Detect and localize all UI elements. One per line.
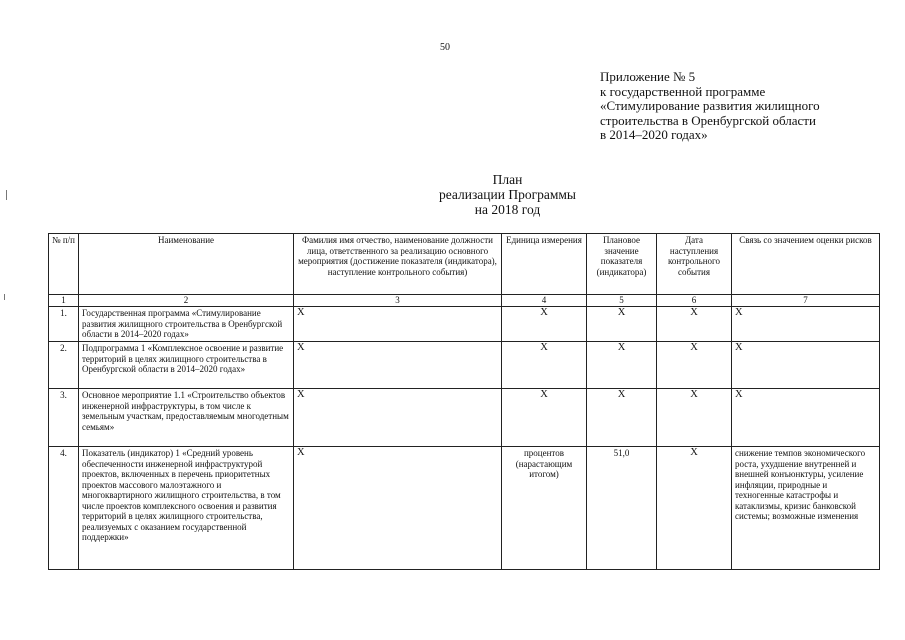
row-number: 3. <box>49 389 79 447</box>
row-unit: X <box>502 342 587 389</box>
row-responsible: X <box>294 389 502 447</box>
appendix-block <box>600 70 820 143</box>
row-planned: X <box>587 389 657 447</box>
table-row <box>49 389 880 447</box>
title-line: на 2018 год <box>474 202 541 217</box>
row-date: X <box>657 389 732 447</box>
appendix-line: в 2014–2020 годах» <box>600 127 708 142</box>
row-number: 1. <box>49 307 79 342</box>
column-number: 7 <box>732 295 880 307</box>
row-number: 2. <box>49 342 79 389</box>
row-number: 4. <box>49 447 79 570</box>
column-number-row <box>49 295 880 307</box>
appendix-line: «Стимулирование развития жилищного <box>600 98 820 113</box>
row-planned: X <box>587 307 657 342</box>
header-date: Дата наступления контрольного события <box>657 234 732 295</box>
header-planned: Плановое значение показателя (индикатора) <box>587 234 657 295</box>
row-planned: 51,0 <box>587 447 657 570</box>
row-name: Государственная программа «Стимулирование развития жилищного строительства в Оренбургской области в 2014–2020 годах» <box>79 307 294 342</box>
appendix-line: Приложение № 5 <box>600 69 696 84</box>
row-risk: X <box>732 342 880 389</box>
header-name: Наименование <box>79 234 294 295</box>
row-responsible: X <box>294 447 502 570</box>
row-risk: X <box>732 307 880 342</box>
row-date: X <box>657 447 732 570</box>
row-name: Подпрограмма 1 «Комплексное освоение и развитие территорий в целях жилищного строительства в Оренбургской области в 2014–2020 годах» <box>79 342 294 389</box>
header-num: № п/п <box>49 234 79 295</box>
row-date: X <box>657 342 732 389</box>
row-name: Показатель (индикатор) 1 «Средний уровень обеспеченности инженерной инфраструктурой проектов, включенных в перечень приоритетных проектов массового малоэтажного и многоквартирного жилищного строительства, в том числе проектов комплексного освоения и развития территорий в целях жилищного строительства, реализуемых с оказанием государственной поддержки» <box>79 447 294 570</box>
margin-mark <box>4 294 5 300</box>
header-responsible: Фамилия имя отчество, наименование должности лица, ответственного за реализацию основного мероприятия (достижение показателя (индикатора), наступление контрольного события) <box>294 234 502 295</box>
appendix-line: строительства в Оренбургской области <box>600 112 816 128</box>
table-row <box>49 447 880 570</box>
column-number: 1 <box>49 295 79 307</box>
plan-table <box>48 233 880 570</box>
title-line: План <box>492 172 523 187</box>
row-unit: X <box>502 389 587 447</box>
row-date: X <box>657 307 732 342</box>
table-row <box>49 342 880 389</box>
header-unit: Единица измерения <box>502 234 587 295</box>
row-risk: снижение темпов экономического роста, ухудшение внутренней и внешней конъюнктуры, усиление инфляции, природные и техногенные катастрофы и катаклизмы, кризис банковской системы; возможные изменения <box>732 447 880 570</box>
table-header-row <box>49 234 880 295</box>
column-number: 2 <box>79 295 294 307</box>
header-risk: Связь со значением оценки рисков <box>732 234 880 295</box>
appendix-line: к государственной программе <box>600 83 766 99</box>
row-responsible: X <box>294 342 502 389</box>
page-number: 50 <box>440 42 450 53</box>
row-name: Основное мероприятие 1.1 «Строительство объектов инженерной инфраструктуры, в том числе к земельным участкам, предоставляемым многодетным семьям» <box>79 389 294 447</box>
column-number: 4 <box>502 295 587 307</box>
column-number: 6 <box>657 295 732 307</box>
row-unit: процентов (нарастающим итогом) <box>502 447 587 570</box>
title-line: реализации Программы <box>438 187 577 202</box>
plan-title <box>0 172 905 217</box>
row-risk: X <box>732 389 880 447</box>
row-unit: X <box>502 307 587 342</box>
table-row <box>49 307 880 342</box>
row-responsible: X <box>294 307 502 342</box>
column-number: 3 <box>294 295 502 307</box>
column-number: 5 <box>587 295 657 307</box>
row-planned: X <box>587 342 657 389</box>
